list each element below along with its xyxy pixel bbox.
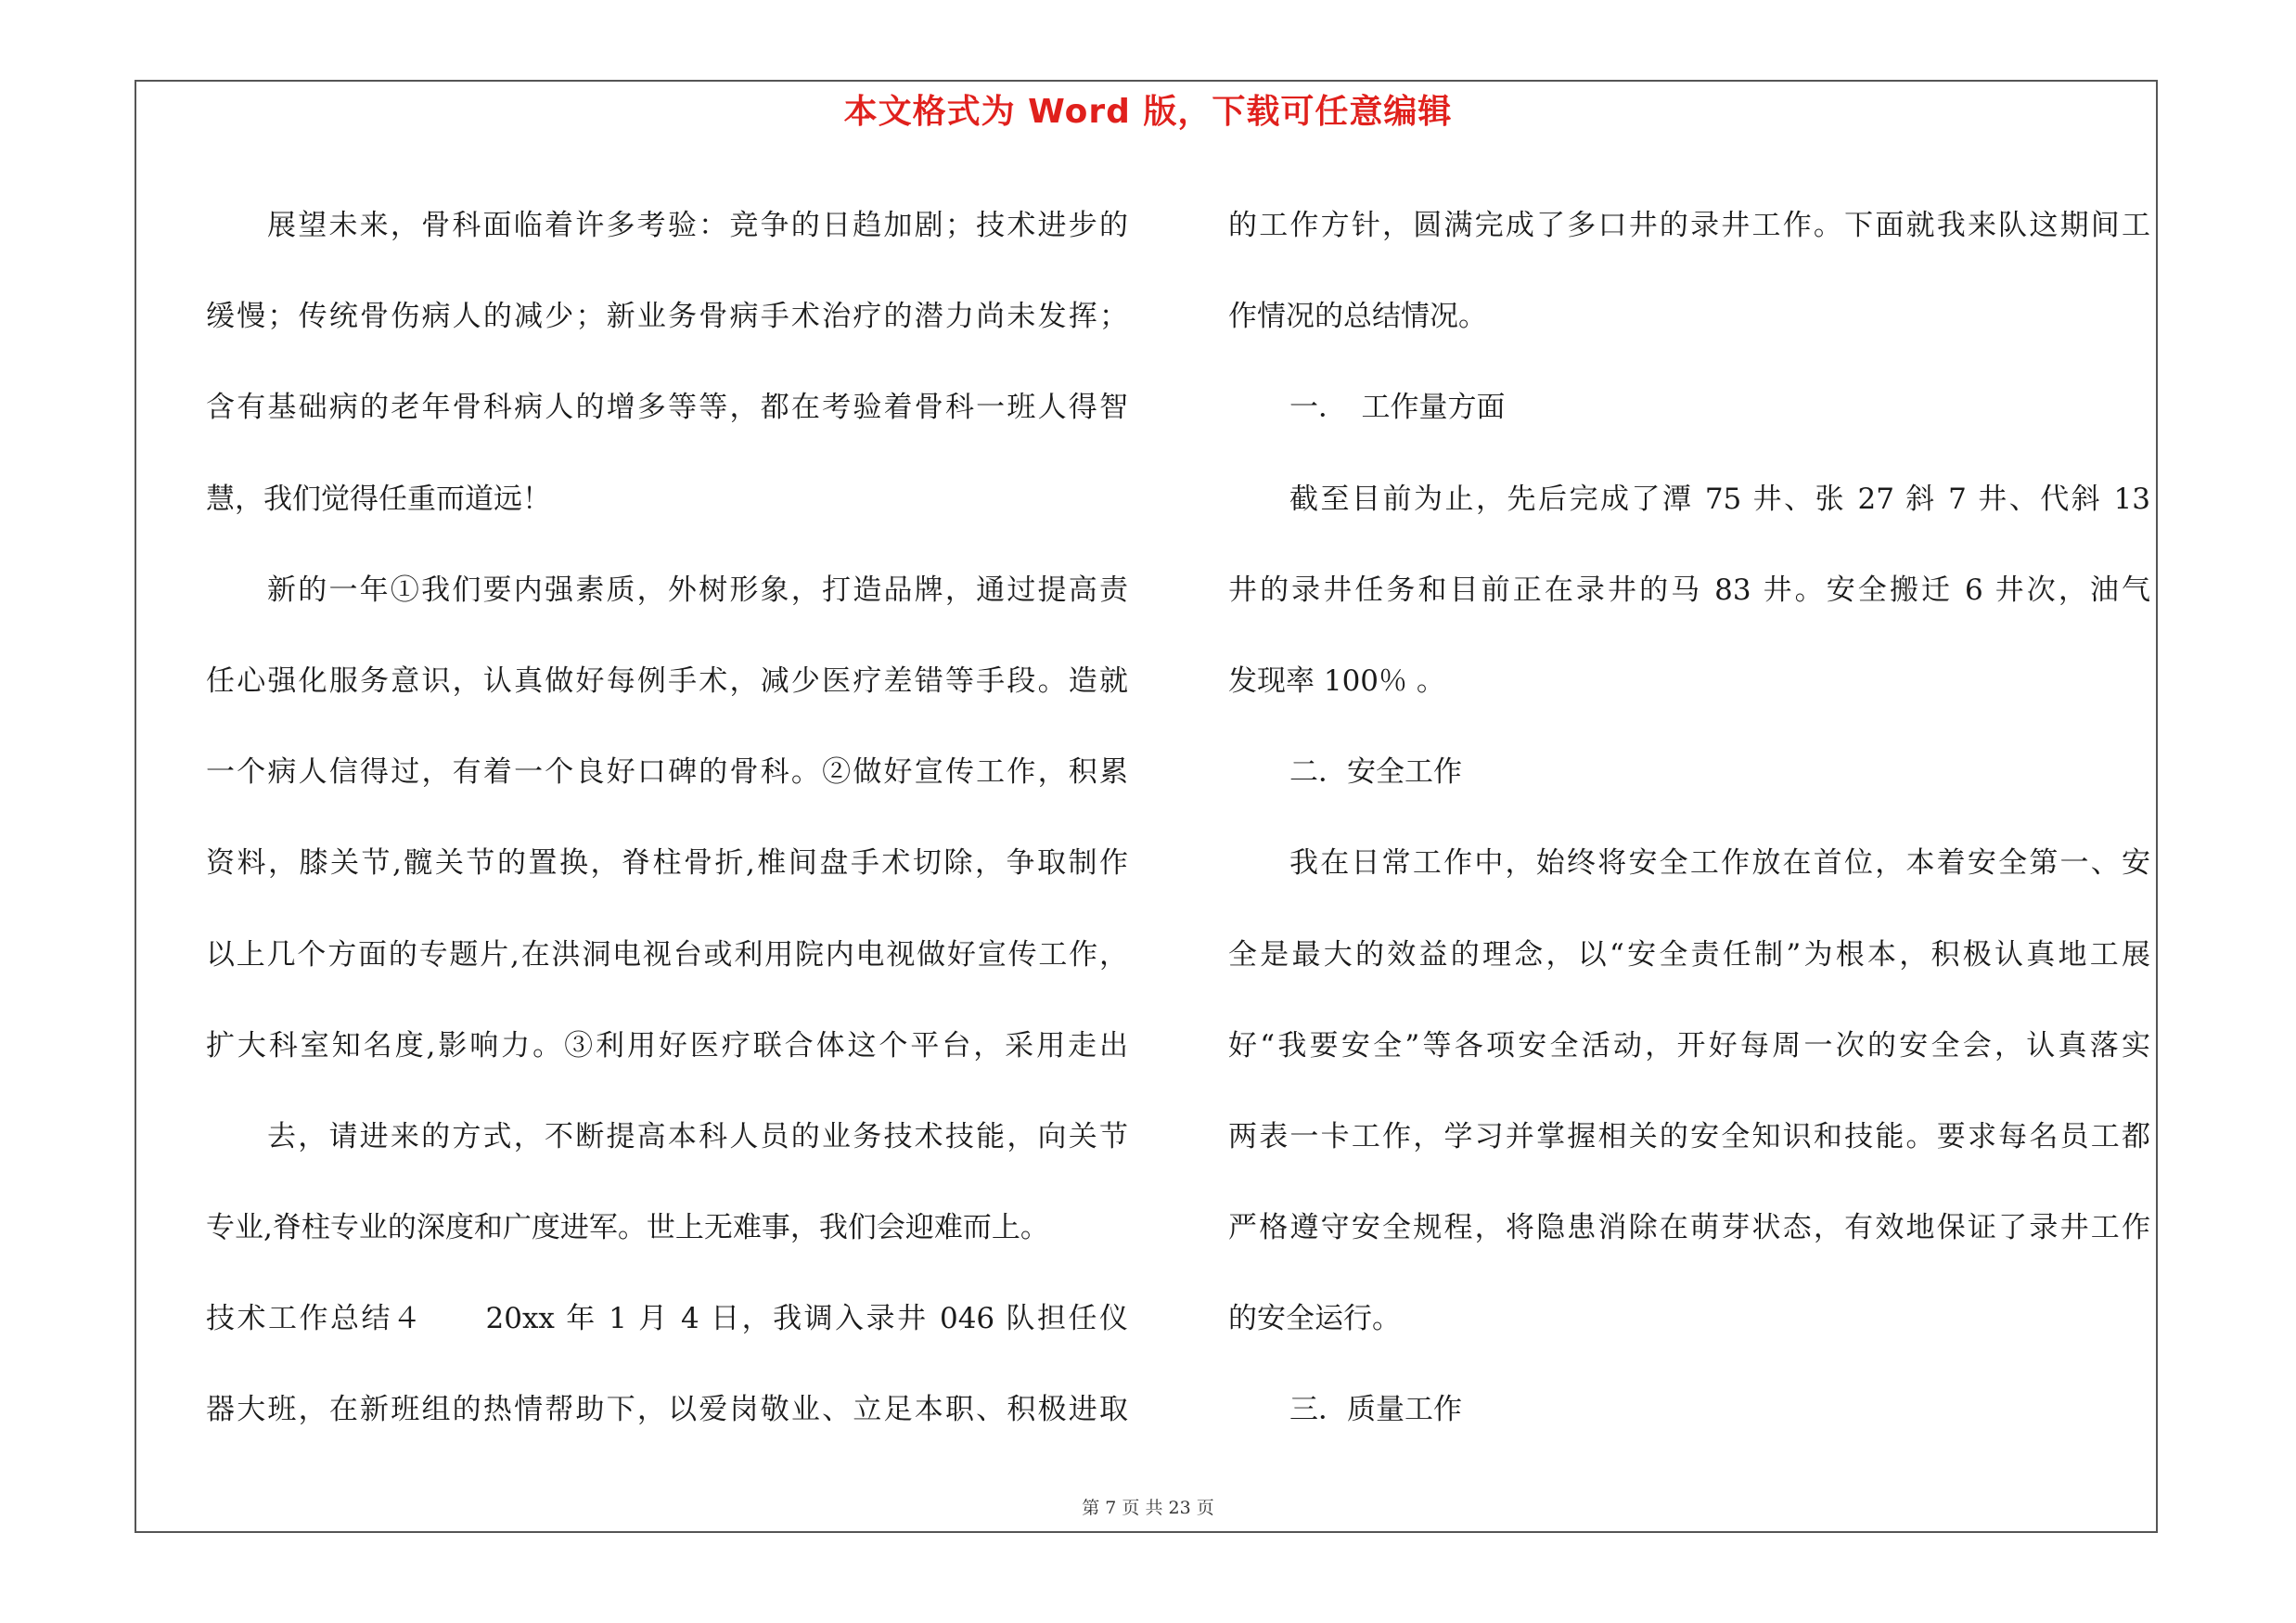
text-line: 截至目前为止，先后完成了潭 75 井、张 27 斜 7 井、代斜 13 xyxy=(1289,482,2150,516)
text-line: 新的一年①我们要内强素质，外树形象，打造品牌，通过提高责 xyxy=(267,573,1128,607)
text-line: 的工作方针，圆满完成了多口井的录井工作。下面就我来队这期间工 xyxy=(1228,209,2150,242)
text-line: 扩大科室知名度,影响力。③利用好医疗联合体这个平台，采用走出 xyxy=(206,1028,1128,1063)
text-line: 含有基础病的老年骨科病人的增多等等，都在考验着骨科一班人得智 xyxy=(206,391,1128,425)
left-text-column xyxy=(206,180,1128,1456)
right-text-column xyxy=(1228,180,2150,1456)
text-line: 发现率 100％ 。 xyxy=(1228,663,1445,698)
text-line: 三．质量工作 xyxy=(1289,1393,1462,1427)
text-line: 专业,脊柱专业的深度和广度进军。世上无难事，我们会迎难而上。 xyxy=(206,1211,1049,1245)
page-number: 第 7 页 共 23 页 xyxy=(1082,1498,1214,1518)
text-line: 技术工作总结４ 20xx 年 1 月 4 日，我调入录井 046 队担任仪 xyxy=(206,1302,1128,1336)
text-line: 二．安全工作 xyxy=(1289,755,1462,790)
text-line: 展望未来，骨科面临着许多考验：竞争的日趋加剧；技术进步的 xyxy=(267,209,1128,242)
text-line: 的安全运行。 xyxy=(1228,1302,1401,1336)
text-line: 慧，我们觉得任重而道远！ xyxy=(206,482,551,516)
text-line: 我在日常工作中，始终将安全工作放在首位，本着安全第一、安 xyxy=(1289,846,2150,881)
text-line: 井的录井任务和目前正在录井的马 83 井。安全搬迁 6 井次，油气 xyxy=(1228,573,2150,607)
text-line: 以上几个方面的专题片,在洪洞电视台或利用院内电视做好宣传工作， xyxy=(206,937,1128,972)
format-banner: 本文格式为 Word 版，下载可任意编辑 xyxy=(843,93,1453,131)
text-line: 资料，膝关节,髋关节的置换，脊柱骨折,椎间盘手术切除，争取制作 xyxy=(206,846,1128,881)
text-line: 去，请进来的方式，不断提高本科人员的业务技术技能，向关节 xyxy=(267,1119,1128,1153)
text-line: 两表一卡工作，学习并掌握相关的安全知识和技能。要求每名员工都 xyxy=(1228,1119,2150,1153)
text-line: 缓慢；传统骨伤病人的减少；新业务骨病手术治疗的潜力尚未发挥； xyxy=(206,300,1128,334)
text-line: 严格遵守安全规程，将隐患消除在萌芽状态，有效地保证了录井工作 xyxy=(1228,1211,2150,1245)
text-line: 任心强化服务意识，认真做好每例手术，减少医疗差错等手段。造就 xyxy=(206,663,1128,698)
text-line: 好“我要安全”等各项安全活动，开好每周一次的安全会，认真落实 xyxy=(1228,1028,2150,1063)
text-line: 一． 工作量方面 xyxy=(1289,391,1506,425)
text-line: 器大班，在新班组的热情帮助下，以爱岗敬业、立足本职、积极进取 xyxy=(206,1393,1128,1427)
text-line: 一个病人信得过，有着一个良好口碑的骨科。②做好宣传工作，积累 xyxy=(206,755,1128,790)
text-line: 全是最大的效益的理念，以“安全责任制”为根本，积极认真地工展 xyxy=(1228,937,2150,972)
text-line: 作情况的总结情况。 xyxy=(1228,300,1487,334)
